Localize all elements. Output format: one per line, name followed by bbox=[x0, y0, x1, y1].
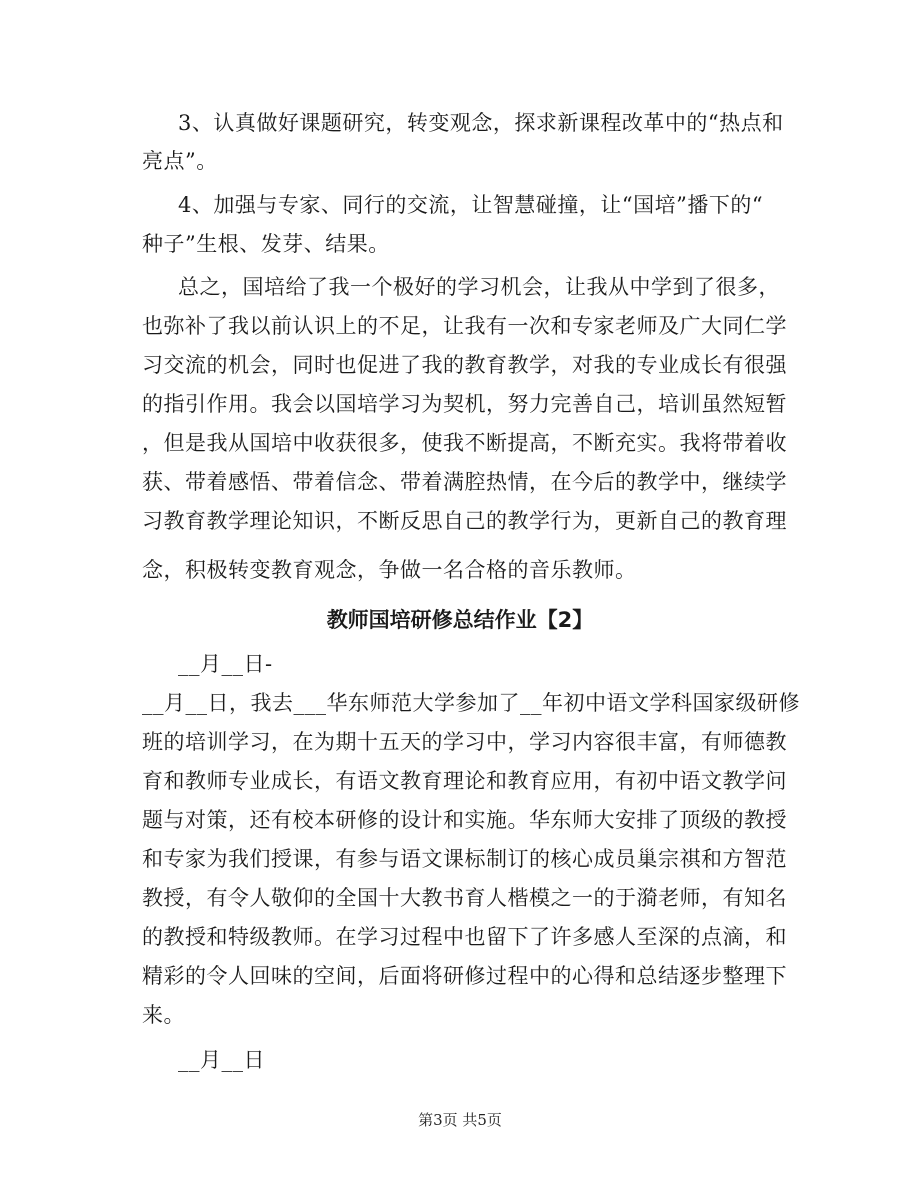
summary-line-1: 总之，国培给了我一个极好的学习机会，让我从中学到了很多， bbox=[178, 275, 780, 299]
summary-line-8: 念，积极转变教育观念，争做一名合格的音乐教师。 bbox=[142, 558, 637, 582]
summary-line-3: 习交流的机会，同时也促进了我的教育教学，对我的专业成长有很强 bbox=[142, 353, 787, 377]
summary-line-5: ，但是我从国培中收获很多，使我不断提高，不断充实。我将带着收 bbox=[142, 431, 787, 455]
body-line-9: 来。 bbox=[142, 1003, 185, 1027]
paragraph-4-line-2: 种子”生根、发芽、结果。 bbox=[142, 232, 390, 256]
body-line-4: 题与对策，还有校本研修的设计和实施。华东师大安排了顶级的教授 bbox=[142, 808, 787, 832]
body-line-8: 精彩的令人回味的空间，后面将研修过程中的心得和总结逐步整理下 bbox=[142, 964, 787, 988]
paragraph-3-line-1: 3、认真做好课题研究，转变观念，探求新课程改革中的“热点和 bbox=[178, 111, 784, 135]
paragraph-4-line-1: 4、加强与专家、同行的交流，让智慧碰撞，让“国培”播下的“ bbox=[178, 193, 764, 217]
summary-line-4: 的指引作用。我会以国培学习为契机，努力完善自己，培训虽然短暂 bbox=[142, 392, 787, 416]
section-title: 教师国培研修总结作业【2】 bbox=[326, 608, 594, 632]
body-line-3: 育和教师专业成长，有语文教育理论和教育应用，有初中语文教学问 bbox=[142, 769, 787, 793]
body-line-1: __月__日，我去___华东师范大学参加了__年初中语文学科国家级研修 bbox=[142, 691, 800, 715]
body-line-2: 班的培训学习，在为期十五天的学习中，学习内容很丰富，有师德教 bbox=[142, 730, 787, 754]
closing-date: __月__日 bbox=[178, 1048, 265, 1072]
page-number-footer: 第3页 共5页 bbox=[418, 1111, 502, 1129]
summary-line-7: 习教育教学理论知识，不断反思自己的教学行为，更新自己的教育理 bbox=[142, 509, 787, 533]
summary-line-2: 也弥补了我以前认识上的不足，让我有一次和专家老师及广大同仁学 bbox=[142, 314, 787, 338]
date-line: __月__日- bbox=[178, 652, 273, 676]
summary-line-6: 获、带着感悟、带着信念、带着满腔热情，在今后的教学中，继续学 bbox=[142, 470, 787, 494]
body-line-6: 教授，有令人敬仰的全国十大教书育人楷模之一的于漪老师，有知名 bbox=[142, 886, 787, 910]
body-line-7: 的教授和特级教师。在学习过程中也留下了许多感人至深的点滴，和 bbox=[142, 925, 787, 949]
paragraph-3-line-2: 亮点”。 bbox=[142, 149, 218, 173]
body-line-5: 和专家为我们授课，有参与语文课标制订的核心成员巢宗祺和方智范 bbox=[142, 847, 787, 871]
